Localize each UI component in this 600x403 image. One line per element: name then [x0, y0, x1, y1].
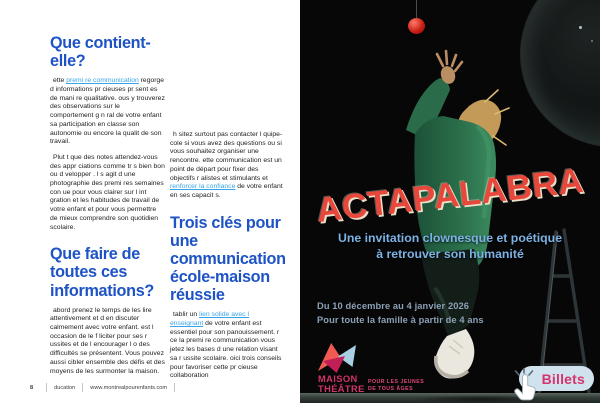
wordmark-line: MAISON: [318, 374, 358, 384]
jumping-performer-photo: [385, 48, 520, 398]
hanging-red-apple: [408, 18, 425, 34]
paragraph-text: regorge d informations pr cieuses pr sent es de mani re qualitative. ous y trouverez des observations sur le comportement g n ral de votre enfant sa participation en classe son autonomie ou encore la qualit de son travail.: [50, 77, 165, 146]
hanging-string: [416, 0, 417, 19]
paragraph-appreciations: Plut t que des notes attendez-vous des appr ciations comme tr s bien bon ou d velopper . l s agit d une photographie des premi res semaines con ue pour vous clairer sur l int gration et les habitudes de travail de votre enfant et pour vous permettre de mieux comprendre son quotidien scolaire.: [50, 153, 165, 231]
tagline-line: DE TOUS ÂGES: [368, 385, 414, 392]
show-dates: [317, 300, 484, 327]
subtitle-line: à retrouver son humanité: [376, 246, 524, 261]
paragraph-contacter-equipe: [170, 131, 284, 201]
section-heading-contenu: Que contient-elle?: [50, 34, 151, 71]
actapalabra-poster: [300, 0, 600, 403]
maison-theatre-wordmark: [318, 375, 365, 395]
paragraph-text: h sitez surtout pas contacter l quipe- cole si vous avez des questions ou si vous souhaitez organiser une rencontre. ette communication est un point de départ pour fixer des objectifs r alistes et stimulants et: [170, 131, 283, 182]
paragraph-lien-solide: [170, 311, 284, 381]
show-subtitle: [300, 231, 600, 262]
article-column-1: [50, 34, 165, 376]
article-column-2: [170, 131, 284, 381]
paragraph-premiere-communication: [50, 77, 165, 147]
link-renforcer-confiance[interactable]: renforcer la confiance: [170, 183, 236, 191]
link-premiere-communication[interactable]: premi re communication: [66, 77, 139, 85]
tagline-line: POUR LES JEUNES: [368, 379, 425, 385]
audience-info: Pour toute la famille à partir de 4 ans: [317, 314, 484, 325]
footer-website-url: www.montrealpourenfants.com: [90, 384, 168, 391]
show-title: ACTAPALABRA: [314, 160, 586, 231]
subtitle-line: Une invitation clownesque et poétique: [337, 231, 563, 245]
footer-divider: [46, 383, 47, 392]
billets-button-label: Billets: [541, 370, 585, 387]
page-number: 8: [30, 384, 34, 391]
footer-section-label: ducation: [54, 384, 76, 391]
click-hand-icon: [512, 367, 540, 401]
maison-theatre-tagline: [368, 379, 424, 392]
paragraph-text: de votre enfant est essentiel pour son panouissement. r ce la premi re communication vous jetez les bases d une relation visant sa r ussite scolaire. oici trois conseils pour favoriser cette pr cieuse collaboration: [170, 320, 282, 380]
footer-divider: [174, 383, 175, 392]
paragraph-text: de votre enfant en ses capacit s.: [170, 183, 283, 199]
link-lien-solide[interactable]: lien solide avec l enseignant: [170, 311, 249, 328]
maison-theatre-logo-icon: [318, 343, 356, 373]
section-heading-informations: Que faire de toutes ces informations?: [50, 245, 155, 300]
bubble-highlight: [591, 40, 593, 42]
paragraph-lire-attentivement: abord prenez le temps de les lire attentivement et d en discuter calmement avec votre enfant. est l occasion de le f liciter pour ses r ussites et de l encourager l o des difficultés se présentent. Vous pouvez aussi cibler ensemble des défis et des moyens de les surmonter la maison.: [50, 306, 165, 375]
paragraph-text: tablir un: [173, 311, 200, 319]
bubble-highlight: [579, 26, 582, 29]
page-footer: [30, 383, 182, 392]
paragraph-text: ette: [53, 77, 67, 85]
footer-divider: [82, 383, 83, 392]
date-range: Du 10 décembre au 4 janvier 2026: [317, 301, 470, 311]
section-heading-trois-cles: Trois clés pour une communication école-maison réussie: [170, 213, 286, 305]
wordmark-line: THÉÂTRE: [318, 383, 365, 394]
giant-bubble-sphere: [521, 0, 600, 146]
